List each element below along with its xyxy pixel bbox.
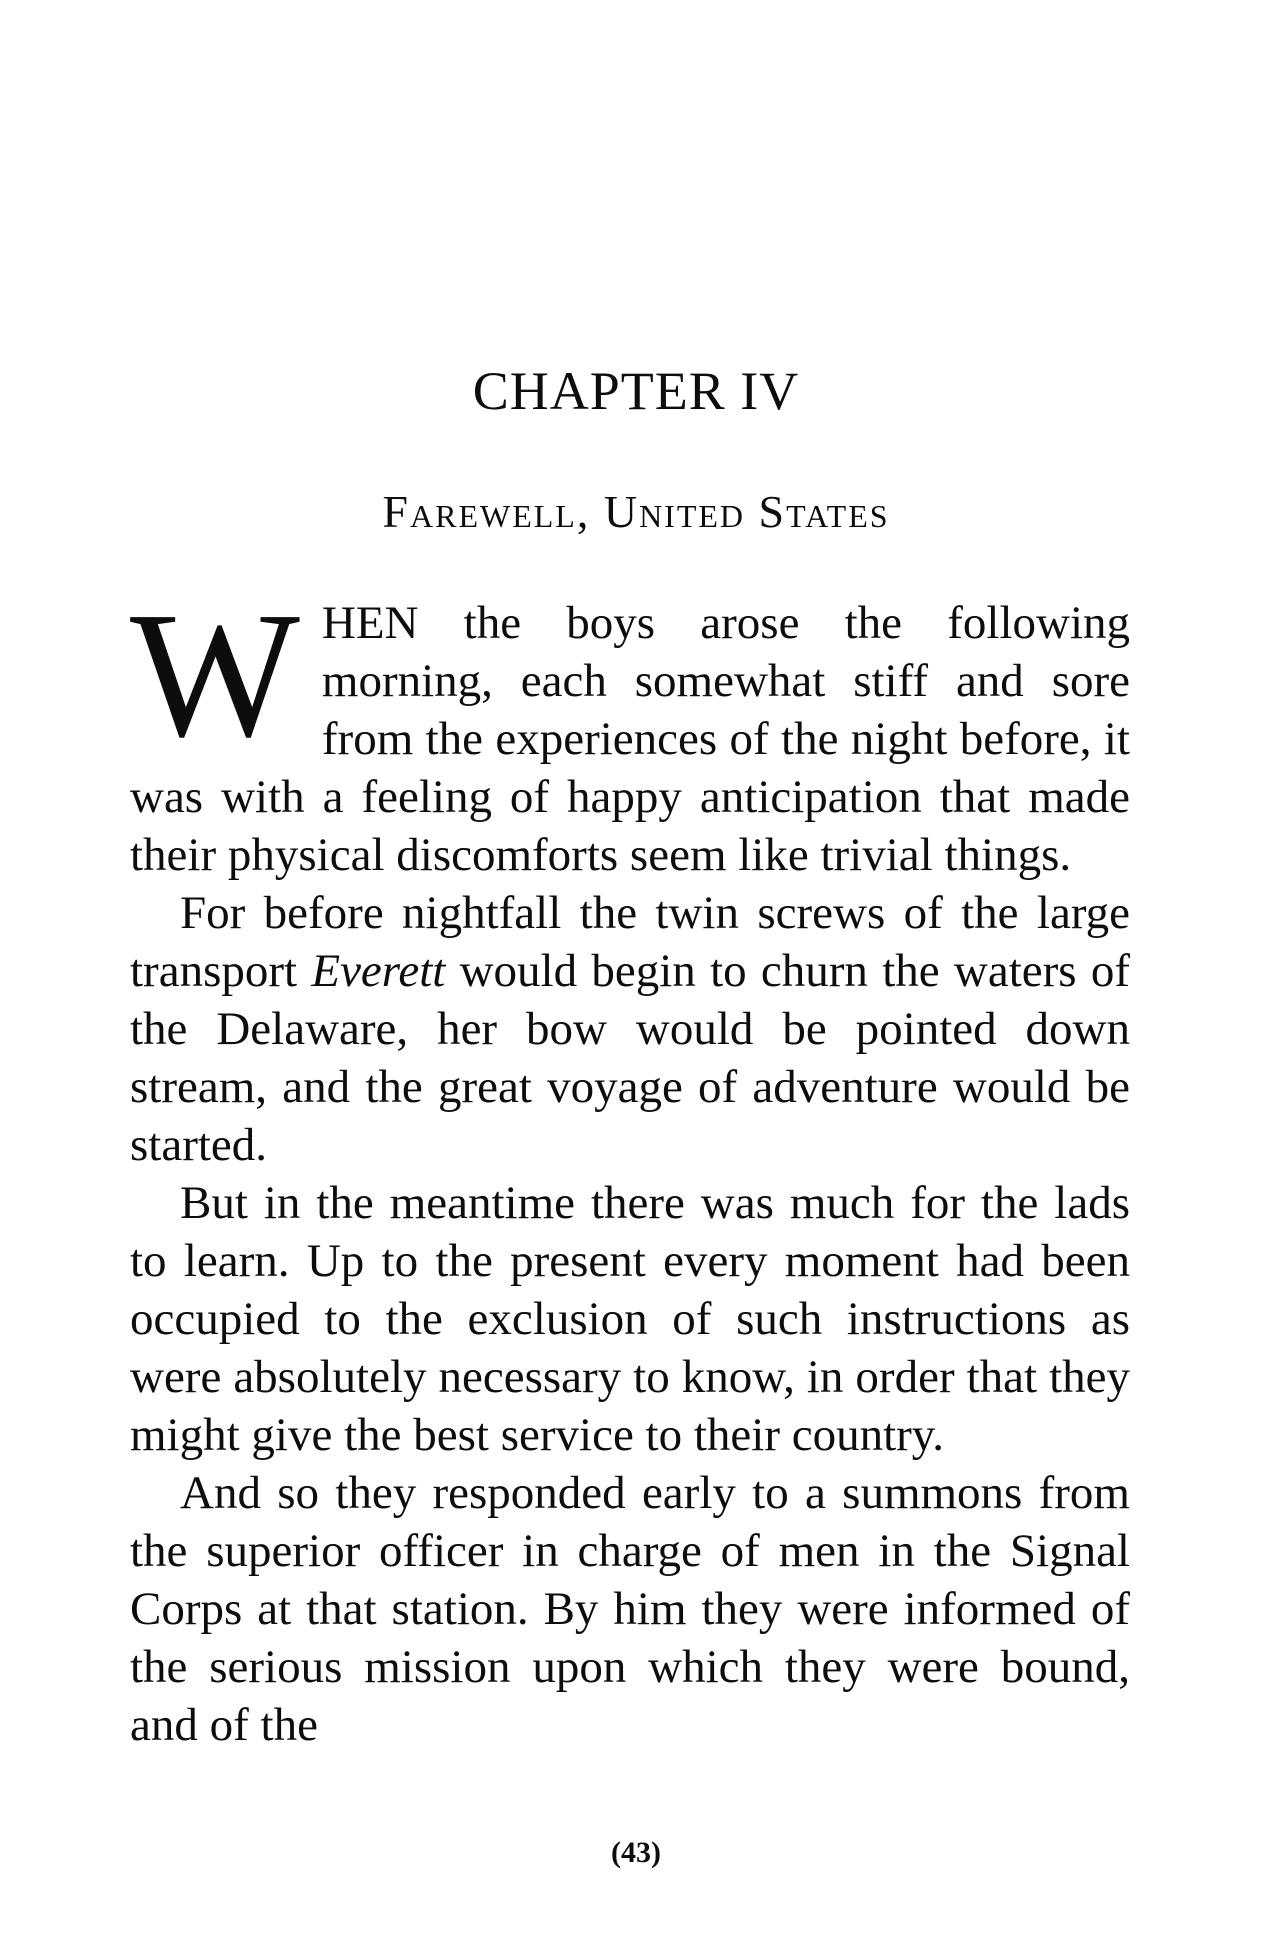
ship-name: Everett [311, 945, 446, 997]
paragraph-2-before: For before nightfall the twin screws of the large transport [130, 887, 1130, 997]
paragraph-1-text: HEN the boys arose the following morning, each somewhat stiff and sore from the experiences of the night before, it was with a feeling of happy anticipation that made their physical discomforts seem like trivial things. [130, 597, 1130, 881]
paragraph-4: And so they responded early to a summons from the superior officer in charge of men in the Signal Corps at that station. By him they were informed of the serious mission upon which they were bound, and of the [130, 1467, 1130, 1751]
page-number: (43) [611, 1836, 661, 1869]
paragraph-1 [130, 575, 1130, 884]
paragraph-2 [130, 884, 1130, 1174]
paragraph-2-after: would begin to churn the waters of the Delaware, her bow would be pointed down stream, and the great voyage of adventure would be started. [130, 945, 1130, 1171]
body-text [130, 575, 1130, 1754]
chapter-title: Farewell, United States [382, 486, 890, 537]
chapter-heading: CHAPTER IV [472, 361, 800, 421]
drop-cap: W [130, 575, 300, 774]
paragraph-3: But in the meantime there was much for the lads to learn. Up to the present every moment had been occupied to the exclusion of such instructions as were absolutely necessary to know, in order that they might give the best service to their country. [130, 1177, 1130, 1461]
